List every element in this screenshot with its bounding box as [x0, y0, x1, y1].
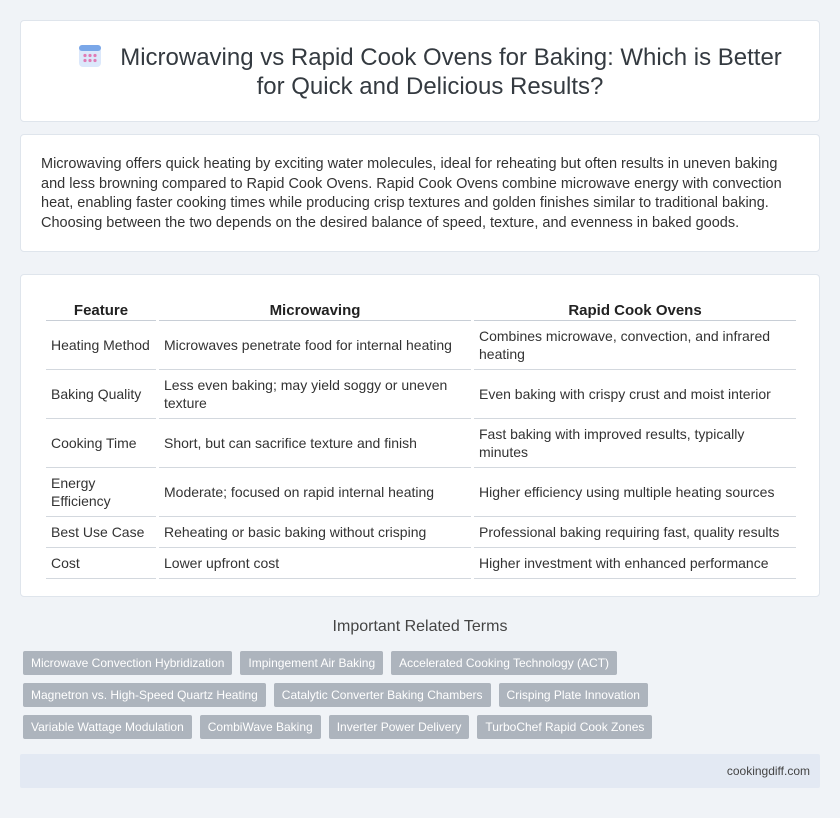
feature-cell: Cooking Time	[46, 419, 156, 468]
comparison-table	[43, 297, 799, 579]
rapid-cook-cell: Combines microwave, convection, and infrared heating	[474, 321, 796, 370]
term-tag[interactable]: Microwave Convection Hybridization	[23, 651, 232, 675]
microwaving-cell: Reheating or basic baking without crisping	[159, 517, 471, 548]
term-tag[interactable]: Inverter Power Delivery	[329, 715, 470, 739]
table-row	[46, 548, 796, 579]
feature-cell: Best Use Case	[46, 517, 156, 548]
feature-cell: Baking Quality	[46, 370, 156, 419]
feature-cell: Cost	[46, 548, 156, 579]
table-row	[46, 321, 796, 370]
term-tag[interactable]: Variable Wattage Modulation	[23, 715, 192, 739]
related-terms-list	[23, 651, 823, 739]
microwaving-cell: Lower upfront cost	[159, 548, 471, 579]
microwaving-cell: Microwaves penetrate food for internal heating	[159, 321, 471, 370]
term-tag[interactable]: Crisping Plate Innovation	[499, 683, 648, 707]
term-tag[interactable]: Catalytic Converter Baking Chambers	[274, 683, 491, 707]
term-tag[interactable]: TurboChef Rapid Cook Zones	[477, 715, 652, 739]
feature-cell: Energy Efficiency	[46, 468, 156, 517]
table-row	[46, 419, 796, 468]
term-tag[interactable]: Magnetron vs. High-Speed Quartz Heating	[23, 683, 266, 707]
term-tag[interactable]: Impingement Air Baking	[240, 651, 383, 675]
intro-card	[20, 134, 820, 252]
header-feature: Feature	[46, 297, 156, 321]
comparison-card	[20, 274, 820, 597]
related-terms-title: Important Related Terms	[332, 618, 508, 635]
microwaving-cell: Less even baking; may yield soggy or uneven texture	[159, 370, 471, 419]
header-rapid-cook-ovens: Rapid Cook Ovens	[474, 297, 796, 321]
footer-site-link[interactable]: cookingdiff.com	[726, 764, 810, 778]
rapid-cook-cell: Even baking with crispy crust and moist interior	[474, 370, 796, 419]
page-title	[61, 43, 799, 101]
term-tag[interactable]: Accelerated Cooking Technology (ACT)	[391, 651, 617, 675]
table-row	[46, 517, 796, 548]
table-header-row	[46, 297, 796, 321]
title-card	[20, 20, 820, 122]
rapid-cook-cell: Higher efficiency using multiple heating sources	[474, 468, 796, 517]
calendar-grid-icon	[78, 43, 102, 68]
term-tag[interactable]: CombiWave Baking	[200, 715, 321, 739]
page-title-text: Microwaving vs Rapid Cook Ovens for Baking: Which is Better for Quick and Delicious Results?	[120, 44, 782, 100]
rapid-cook-cell: Fast baking with improved results, typically minutes	[474, 419, 796, 468]
microwaving-cell: Moderate; focused on rapid internal heating	[159, 468, 471, 517]
footer	[20, 754, 820, 788]
microwaving-cell: Short, but can sacrifice texture and finish	[159, 419, 471, 468]
intro-paragraph: Microwaving offers quick heating by exciting water molecules, ideal for reheating but often results in uneven baking and less browning compared to Rapid Cook Ovens. Rapid Cook Ovens combine microwave energy with convection heat, enabling faster cooking times while producing crisp textures and golden finishes similar to traditional baking. Choosing between the two depends on the desired balance of speed, texture, and evenness in baked goods.	[41, 156, 782, 231]
rapid-cook-cell: Professional baking requiring fast, quality results	[474, 517, 796, 548]
table-row	[46, 468, 796, 517]
feature-cell: Heating Method	[46, 321, 156, 370]
table-row	[46, 370, 796, 419]
rapid-cook-cell: Higher investment with enhanced performance	[474, 548, 796, 579]
header-microwaving: Microwaving	[159, 297, 471, 321]
